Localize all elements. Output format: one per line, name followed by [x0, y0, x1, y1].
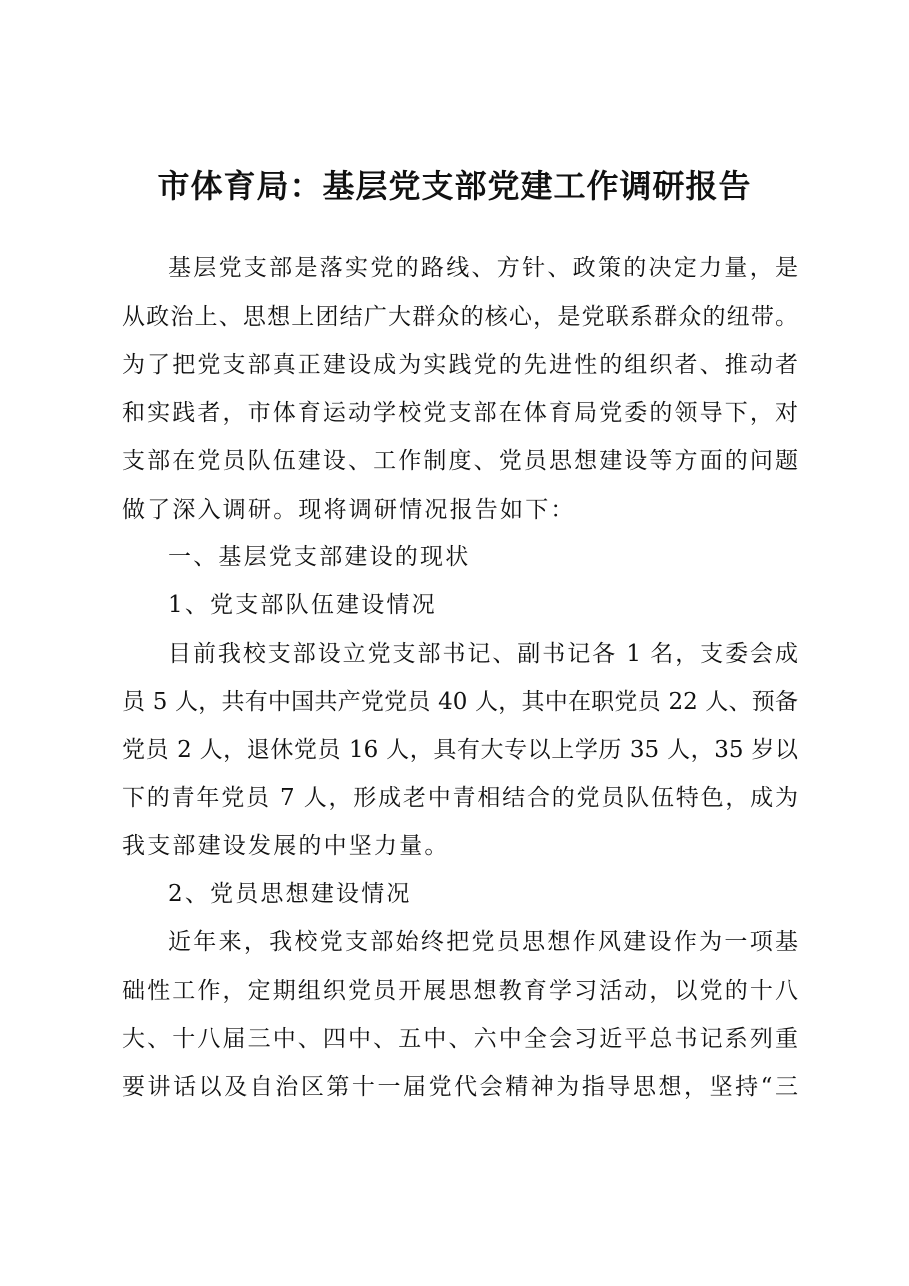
paragraph-line: 做了深入调研。现将调研情况报告如下： — [122, 497, 576, 523]
subsection-heading: 1、党支部队伍建设情况 — [168, 592, 437, 618]
paragraph-line: 我支部建设发展的中坚力量。 — [122, 833, 450, 859]
paragraph-line: 下的青年党员 7 人，形成老中青相结合的党员队伍特色，成为 — [122, 785, 798, 811]
paragraph-line: 员 5 人，共有中国共产党党员 40 人，其中在职党员 22 人、预备 — [122, 689, 798, 715]
paragraph-line: 从政治上、思想上团结广大群众的核心，是党联系群众的纽带。 — [122, 304, 798, 330]
paragraph-line: 大、十八届三中、四中、五中、六中全会习近平总书记系列重 — [122, 1026, 798, 1052]
paragraph-line: 支部在党员队伍建设、工作制度、党员思想建设等方面的问题 — [122, 448, 798, 474]
section-heading: 一、基层党支部建设的现状 — [168, 544, 471, 570]
paragraph-line: 和实践者，市体育运动学校党支部在体育局党委的领导下，对 — [122, 400, 798, 426]
paragraph-line: 党员 2 人，退休党员 16 人，具有大专以上学历 35 人，35 岁以 — [122, 737, 798, 763]
subsection-heading: 2、党员思想建设情况 — [168, 881, 412, 907]
paragraph-line: 础性工作，定期组织党员开展思想教育学习活动，以党的十八 — [122, 978, 798, 1004]
paragraph-line: 要讲话以及自治区第十一届党代会精神为指导思想，坚持“三 — [122, 1074, 798, 1100]
document-title: 市体育局：基层党支部党建工作调研报告 — [157, 167, 752, 205]
paragraph-line: 目前我校支部设立党支部书记、副书记各 1 名，支委会成 — [168, 641, 798, 667]
paragraph-line: 为了把党支部真正建设成为实践党的先进性的组织者、推动者 — [122, 352, 798, 378]
paragraph-line: 基层党支部是落实党的路线、方针、政策的决定力量，是 — [168, 255, 798, 281]
paragraph-line: 近年来，我校党支部始终把党员思想作风建设作为一项基 — [168, 929, 798, 955]
